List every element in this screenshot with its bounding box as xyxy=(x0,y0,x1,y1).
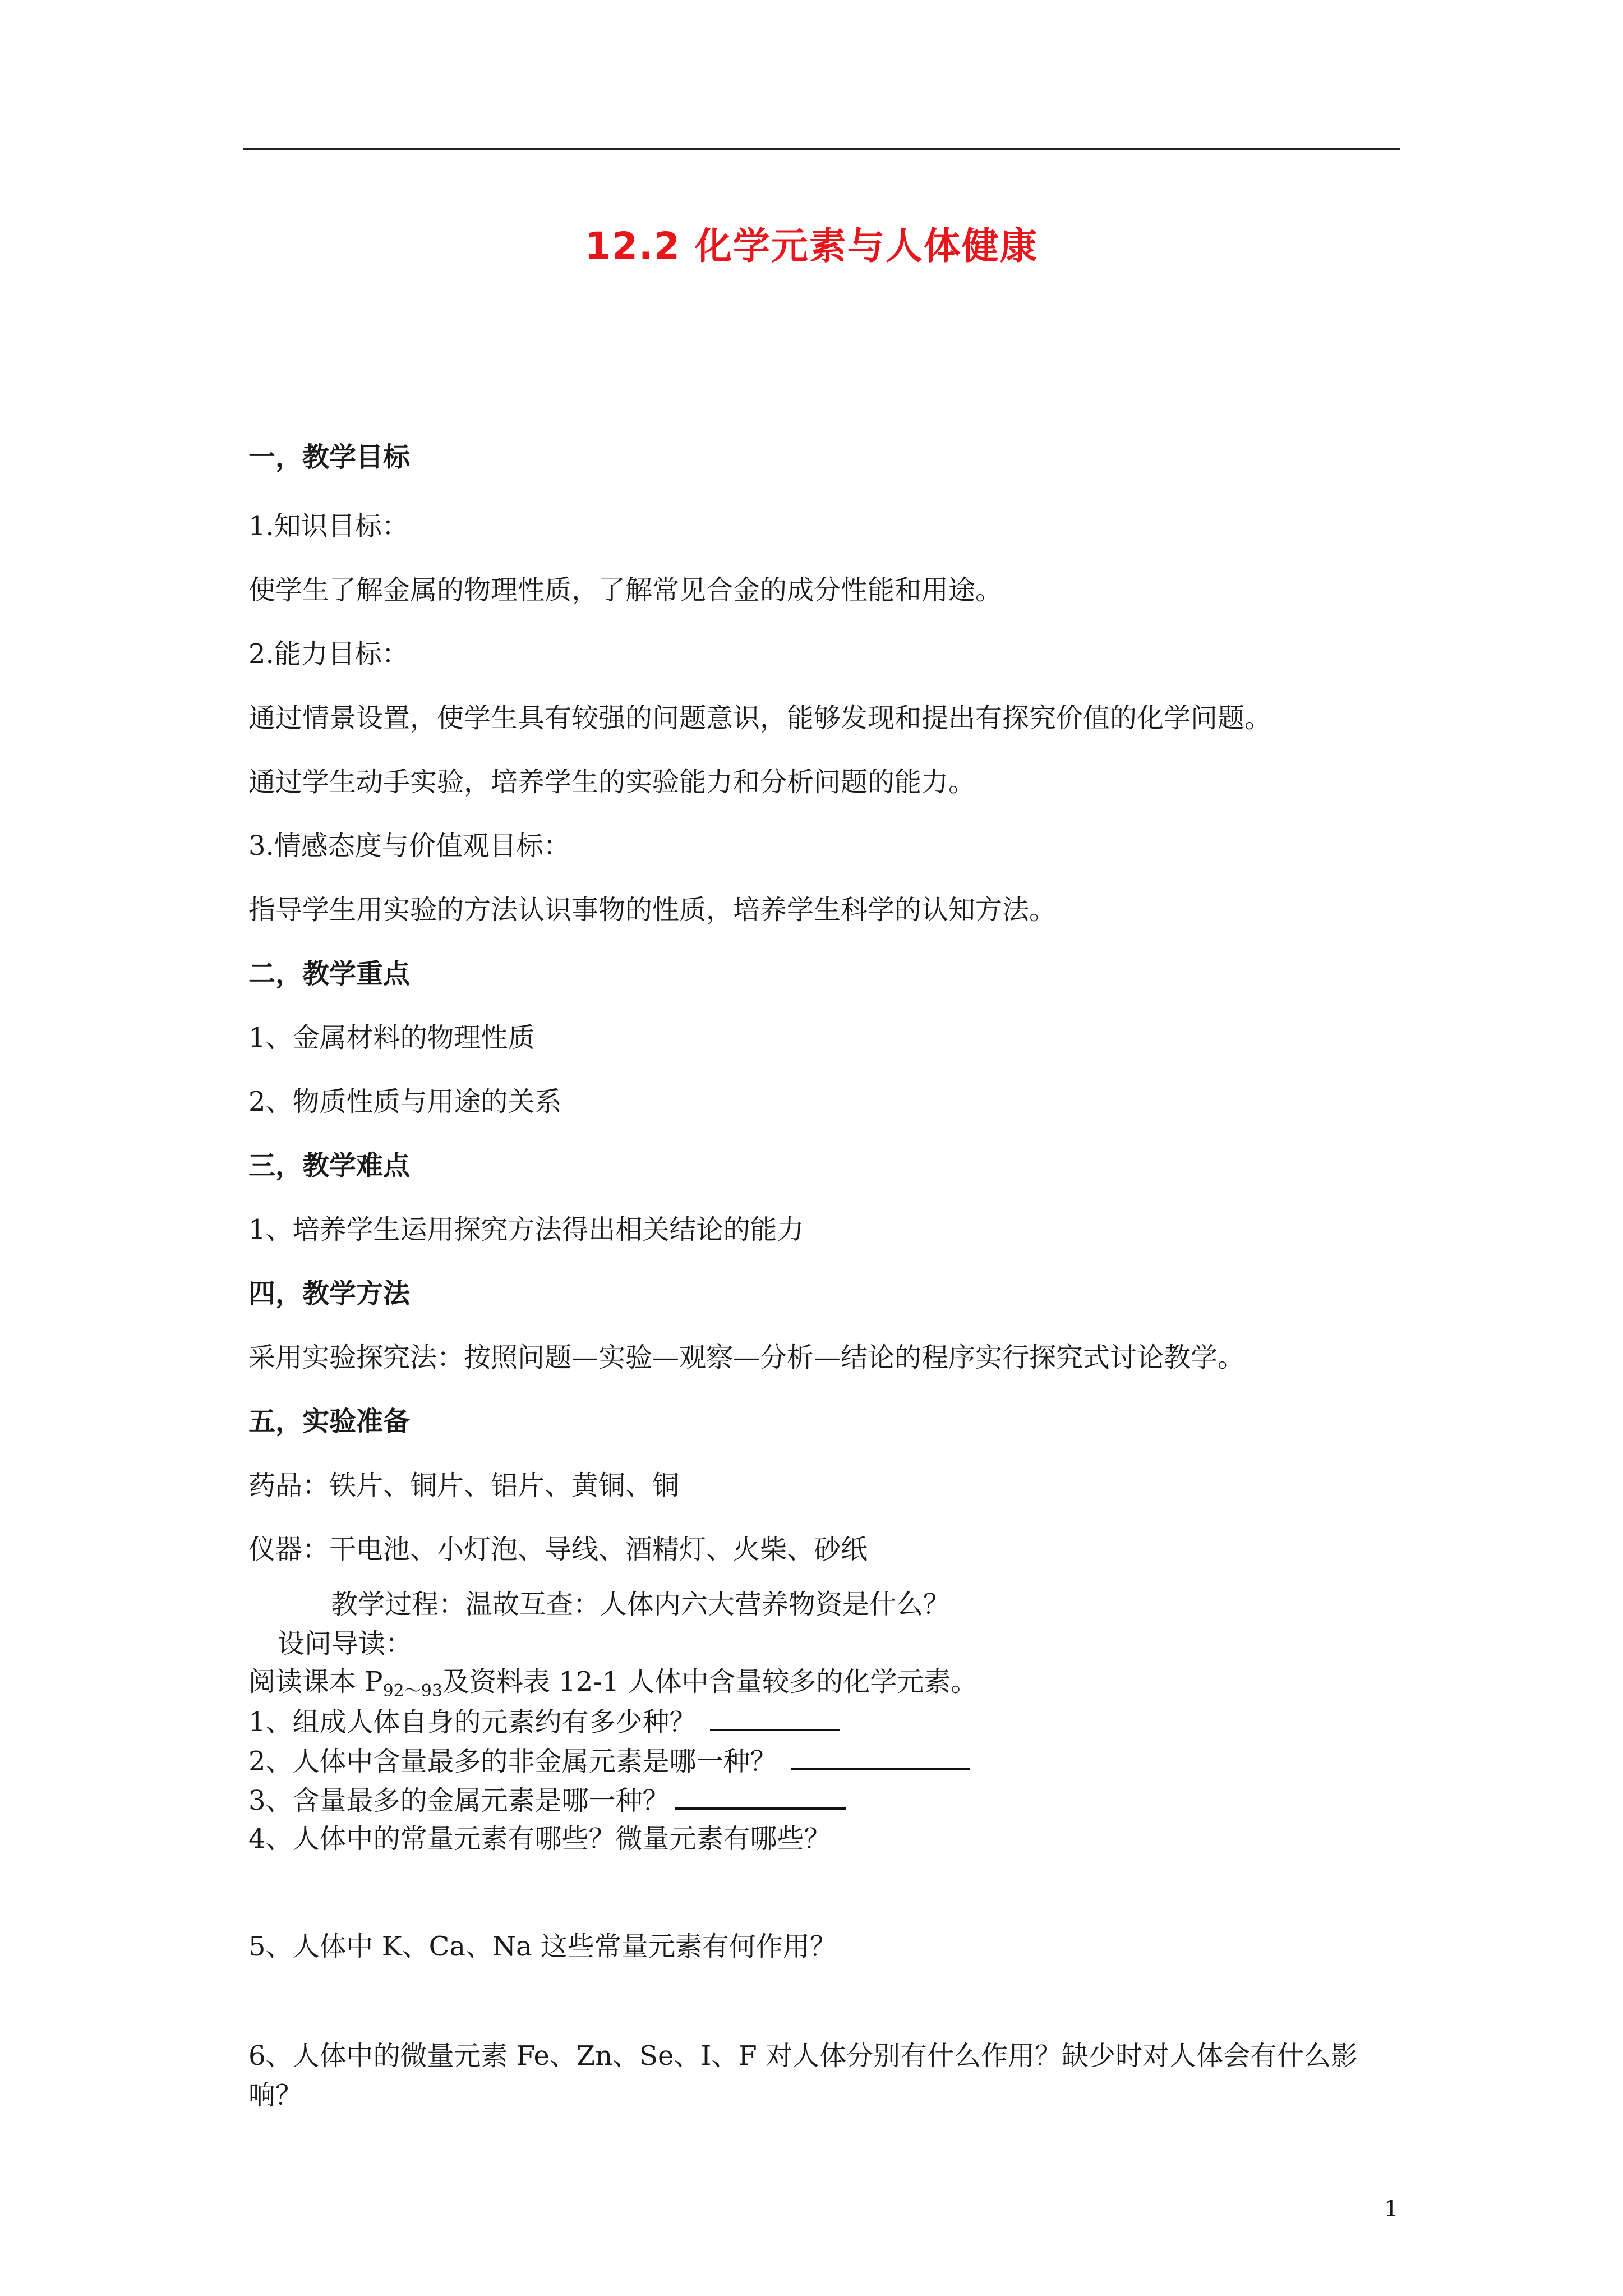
attitude-goal-label: 3.情感态度与价值观目标： xyxy=(248,830,570,862)
question-1: 1、组成人体自身的元素约有多少种？ xyxy=(248,1704,840,1739)
section-heading-goals: 一，教学目标 xyxy=(248,441,411,473)
reading-instruction: 阅读课本 $P_{92\sim 93}$及资料表 12-1 人体中含量较多的化学元素。 xyxy=(248,1666,978,1701)
question-2: 2、人体中含量最多的非金属元素是哪一种？ xyxy=(248,1743,970,1778)
header-rule xyxy=(243,148,1400,150)
attitude-goal-text: 指导学生用实验的方法认识事物的性质，培养学生科学的认知方法。 xyxy=(248,894,1057,926)
key-point-1: 1、金属材料的物理性质 xyxy=(248,1022,535,1053)
section-heading-methods: 四，教学方法 xyxy=(248,1278,411,1309)
ability-goal-label: 2.能力目标： xyxy=(248,638,409,670)
section-heading-key-points: 二，教学重点 xyxy=(248,958,411,990)
question-4: 4、人体中的常量元素有哪些？微量元素有哪些？ xyxy=(248,1823,831,1855)
section-heading-difficulties: 三，教学难点 xyxy=(248,1150,411,1181)
difficulty-1: 1、培养学生运用探究方法得出相关结论的能力 xyxy=(248,1214,804,1245)
page-number: 1 xyxy=(1384,2196,1399,2222)
question-6-line-1: 6、人体中的微量元素 Fe、Zn、Se、I、F 对人体分别有什么作用？缺少时对人体会有什么影 xyxy=(248,2040,1358,2072)
question-6-line-2: 响？ xyxy=(248,2079,303,2111)
guided-reading-label: 设问导读： xyxy=(278,1628,413,1659)
method-text: 采用实验探究法：按照问题—实验—观察—分析—结论的程序实行探究式讨论教学。 xyxy=(248,1342,1245,1373)
teaching-process-review: 教学过程：温故互查：人体内六大营养物资是什么？ xyxy=(331,1589,951,1620)
knowledge-goal-text: 使学生了解金属的物理性质，了解常见合金的成分性能和用途。 xyxy=(248,574,1003,606)
answer-blank-3[interactable] xyxy=(675,1783,846,1810)
section-heading-preparation: 五，实验准备 xyxy=(248,1406,411,1437)
question-5: 5、人体中 K、Ca、Na 这些常量元素有何作用？ xyxy=(248,1931,837,1962)
ability-goal-text-1: 通过情景设置，使学生具有较强的问题意识，能够发现和提出有探究价值的化学问题。 xyxy=(248,702,1272,734)
knowledge-goal-label: 1.知识目标： xyxy=(248,510,409,542)
answer-blank-1[interactable] xyxy=(710,1704,840,1731)
question-3: 3、含量最多的金属元素是哪一种？ xyxy=(248,1783,846,1818)
answer-blank-2[interactable] xyxy=(791,1743,970,1770)
ability-goal-text-2: 通过学生动手实验，培养学生的实验能力和分析问题的能力。 xyxy=(248,766,976,798)
drugs-list: 药品：铁片、铜片、铝片、黄铜、铜 xyxy=(248,1470,680,1501)
instruments-list: 仪器：干电池、小灯泡、导线、酒精灯、火柴、砂纸 xyxy=(248,1534,868,1565)
page-title: 12.2 化学元素与人体健康 xyxy=(585,224,1038,268)
key-point-2: 2、物质性质与用途的关系 xyxy=(248,1086,562,1117)
